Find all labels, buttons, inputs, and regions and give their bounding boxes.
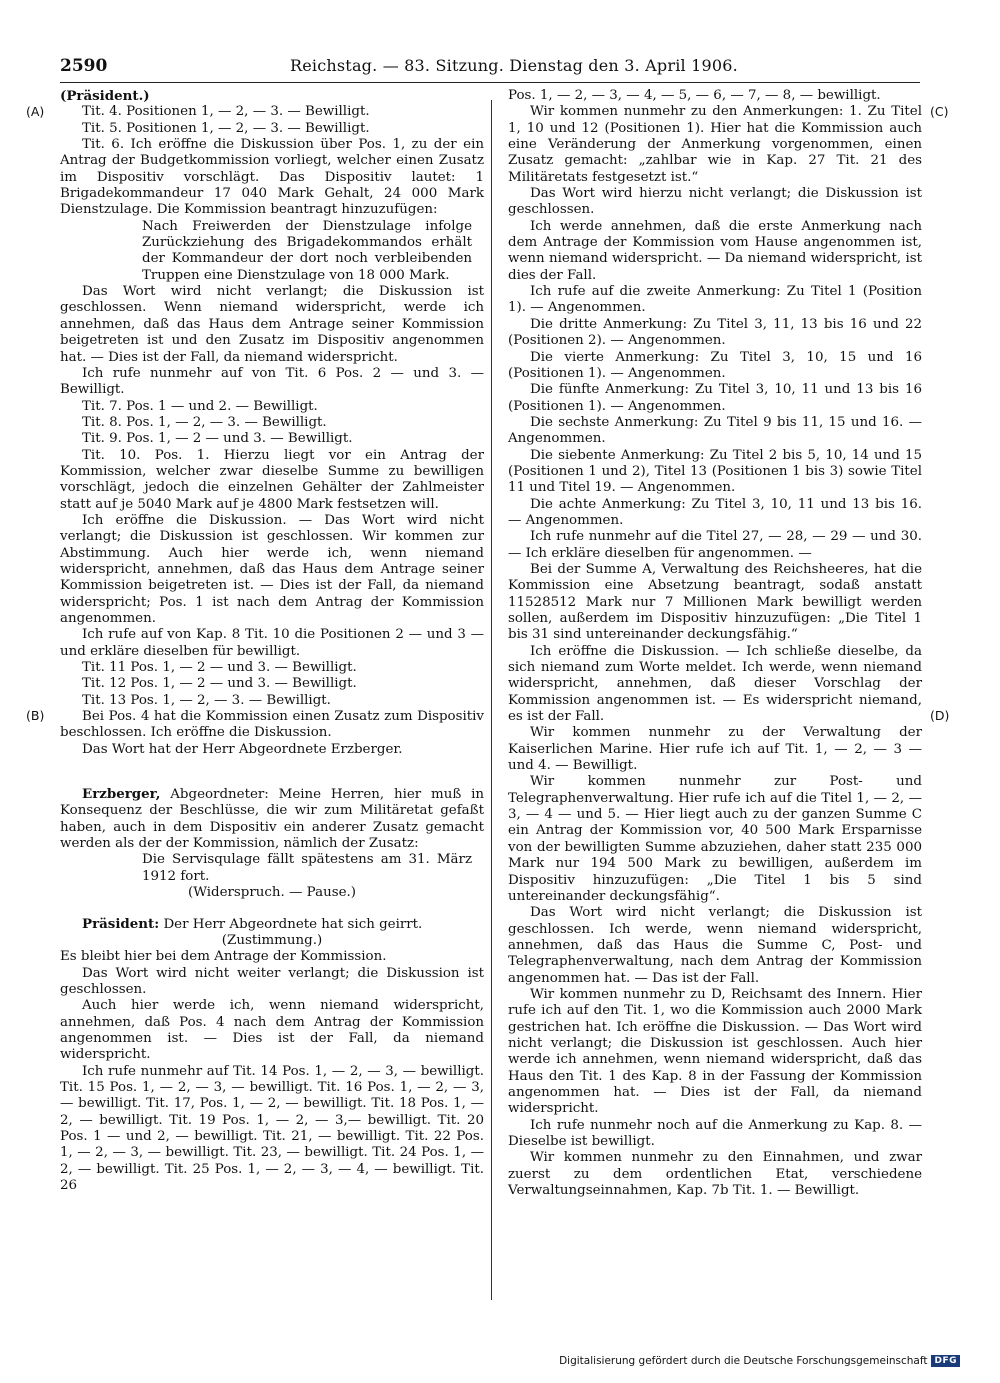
paragraph: Ich rufe auf von Kap. 8 Tit. 10 die Positionen 2 — und 3 — und erkläre dieselben für bewilligt. <box>60 627 484 659</box>
dfg-logo: DFG <box>931 1355 960 1367</box>
paragraph: Bei Pos. 4 hat die Kommission einen Zusatz zum Dispositiv beschlossen. Ich eröffne die Diskussion. <box>60 709 484 741</box>
paragraph: Ich rufe nunmehr auf von Tit. 6 Pos. 2 — und 3. — Bewilligt. <box>60 365 484 398</box>
speech-text: Abgeordneter: Meine Herren, hier muß in Konsequenz der Beschlüsse, die wir zum Militäretat gefaßt haben, auch in dem Dispositiv ein anderer Zusatz gemacht werden als der der Kommission, nämlich der Zusatz: <box>60 787 484 852</box>
speech-text: Der Herr Abgeordnete hat sich geirrt. <box>159 916 423 932</box>
digitization-credit <box>559 1355 960 1367</box>
paragraph: Das Wort wird nicht weiter verlangt; die Diskussion ist geschlossen. <box>60 965 484 997</box>
paragraph: Wir kommen nunmehr zu der Verwaltung der Kaiserlichen Marine. Hier rufe ich auf Tit. 1, — 2, — 3 — und 4. — Bewilligt. <box>508 725 922 774</box>
paragraph: Ich rufe nunmehr auf die Titel 27, — 28, — 29 — und 30. — Ich erkläre dieselben für angenommen. — <box>508 529 922 561</box>
paragraph: Tit. 13 Pos. 1, — 2, — 3. — Bewilligt. <box>82 692 331 708</box>
paragraph: Auch hier werde ich, wenn niemand widerspricht, annehmen, daß Pos. 4 nach dem Antrag der Kommission angenommen ist. — Dies ist der Fall, da niemand widerspricht. <box>60 998 484 1063</box>
paragraph: Tit. 11 Pos. 1, — 2 — und 3. — Bewilligt. <box>82 660 357 676</box>
paragraph: Tit. 6. Ich eröffne die Diskussion über Pos. 1, zu der ein Antrag der Budgetkommission vorliegt, welcher einen Zusatz im Dispositiv vorschlägt. Das Dispositiv lautet: 1 Brigadekommandeur 17 040 Mark Gehalt, 24 000 Mark Dienstzulage. Die Kommission beantragt hinzuzufügen: <box>60 137 484 218</box>
speaker-note: (Präsident.) <box>60 88 150 104</box>
paragraph: Tit. 9. Pos. 1, — 2 — und 3. — Bewilligt. <box>82 431 353 447</box>
paragraph: Das Wort hat der Herr Abgeordnete Erzberger. <box>82 741 403 757</box>
right-column <box>508 88 922 1199</box>
speaker-name: Erzberger, <box>82 786 161 803</box>
paragraph: Wir kommen nunmehr zu D, Reichsamt des Innern. Hier rufe ich auf den Tit. 1, wo die Kommission auch 2000 Mark gestrichen hat. Ich eröffne die Diskussion. — Das Wort wird nicht verlangt; die Diskussion ist geschlossen. Auch hier werde ich annehmen, wenn niemand widerspricht, daß das Haus den Tit. 1 des Kap. 8 in der Fassung der Kommission angenommen hat. — Dies ist der Fall, da niemand widerspricht. <box>508 986 922 1117</box>
paragraph: Tit. 7. Pos. 1 — und 2. — Bewilligt. <box>82 398 318 414</box>
quoted-amendment: Die Servisqulage fällt spätestens am 31. März 1912 fort. <box>142 852 472 884</box>
paragraph: Ich eröffne die Diskussion. — Das Wort wird nicht verlangt; die Diskussion ist geschlossen. Wir kommen zur Abstimmung. Auch hier werde ich, wenn niemand widerspricht, annehmen, daß das Haus dem Antrage seiner Kommission beigetreten ist. — Dies ist der Fall, da niemand widerspricht; Pos. 1 ist nach dem Antrag der Kommission angenommen. <box>60 512 484 626</box>
paragraph: Ich rufe auf die zweite Anmerkung: Zu Titel 1 (Position 1). — Angenommen. <box>508 284 922 316</box>
speech-paragraph <box>60 786 484 852</box>
paragraph: Ich werde annehmen, daß die erste Anmerkung nach dem Antrage der Kommission vom Hause angenommen ist, wenn niemand widerspricht. — Da niemand widerspricht, ist dies der Fall. <box>508 218 922 283</box>
running-title: Reichstag. — 83. Sitzung. Dienstag den 3. April 1906. <box>290 56 738 75</box>
paragraph: Das Wort wird nicht verlangt; die Diskussion ist geschlossen. Wenn niemand widerspricht, werde ich annehmen, daß das Haus dem Antrage seiner Kommission beigetreten ist und den Zusatz im Dispositiv angenommen hat. — Dies ist der Fall, da niemand widerspricht. <box>60 284 484 365</box>
left-column <box>60 88 484 1194</box>
margin-marker-b: (B) <box>26 708 45 723</box>
paragraph: Das Wort wird nicht verlangt; die Diskussion ist geschlossen. Ich werde, wenn niemand widerspricht, annehmen, daß das Haus die Summe C, Post- und Telegraphenverwaltung, nach dem Antrag der Kommission angenommen hat. — Das ist der Fall. <box>508 905 922 986</box>
speaker-name: Präsident: <box>82 915 160 932</box>
margin-marker-c: (C) <box>930 104 949 119</box>
paragraph: Wir kommen nunmehr zur Post- und Telegraphenverwaltung. Hier rufe ich auf die Titel 1, — 2, — 3, — 4 — und 5. — Hier liegt auch zu der ganzen Summe C ein Antrag der Kommission vor, 40 500 Mark Ersparnisse von der bewilligten Summe abzuziehen, daher statt 235 000 Mark nur 194 500 Mark zu bewilligen, außerdem im Dispositiv hinzuzufügen: „Die Titel 1 bis 5 sind untereinander deckungsfähig“. <box>508 774 922 904</box>
paragraph: Die fünfte Anmerkung: Zu Titel 3, 10, 11 und 13 bis 16 (Positionen 1). — Angenommen. <box>508 382 922 414</box>
paragraph: Das Wort wird hierzu nicht verlangt; die Diskussion ist geschlossen. <box>508 186 922 218</box>
paragraph: Die vierte Anmerkung: Zu Titel 3, 10, 15 und 16 (Positionen 1). — Angenommen. <box>508 349 922 381</box>
paragraph: Die achte Anmerkung: Zu Titel 3, 10, 11 und 13 bis 16. — Angenommen. <box>508 496 922 528</box>
paragraph: Wir kommen nunmehr zu den Anmerkungen: 1. Zu Titel 1, 10 und 12 (Positionen 1). Hier hat die Kommission auch eine Veränderung der Anmerkung vorgenommen, einen Zusatz gemacht: „zahlbar wie in Kap. 27 Tit. 21 des Militäretats festgesetzt ist.“ <box>508 104 922 185</box>
paragraph: Tit. 5. Positionen 1, — 2, — 3. — Bewilligt. <box>82 120 370 136</box>
stage-direction: (Widerspruch. — Pause.) <box>188 885 356 901</box>
paragraph: Wir kommen nunmehr zu den Einnahmen, und zwar zuerst zu dem ordentlichen Etat, verschiedene Verwaltungseinnahmen, Kap. 7b Tit. 1. — Bewilligt. <box>508 1150 922 1199</box>
paragraph: Pos. 1, — 2, — 3, — 4, — 5, — 6, — 7, — 8, — bewilligt. <box>508 88 881 103</box>
page-number: 2590 <box>60 56 108 76</box>
margin-marker-a: (A) <box>26 104 45 119</box>
paragraph: Ich eröffne die Diskussion. — Ich schließe dieselbe, da sich niemand zum Worte meldet. Ich werde, wenn niemand widerspricht, annehmen, daß dieser Vorschlag der Kommission angenommen ist. — Es widerspricht niemand, es ist der Fall. <box>508 643 922 725</box>
margin-marker-d: (D) <box>930 708 950 723</box>
quoted-amendment: Nach Freiwerden der Dienstzulage infolge Zurückziehung des Brigadekommandos erhält der Kommandeur der dort noch verbleibenden Truppen eine Dienstzulage von 18 000 Mark. <box>142 218 472 283</box>
paragraph: Bei der Summe A, Verwaltung des Reichsheeres, hat die Kommission eine Absetzung beantragt, sodaß anstatt 11528512 Mark nur 7 Millionen Mark bewilligt werden sollen, außerdem im Dispositiv hinzuzufügen: „Die Titel 1 bis 31 sind untereinander deckungsfähig.“ <box>508 561 922 643</box>
paragraph: Die siebente Anmerkung: Zu Titel 2 bis 5, 10, 14 und 15 (Positionen 1 und 2), Titel 13 (Positionen 1 bis 3) sowie Titel 11 und Titel 19. — Angenommen. <box>508 447 922 496</box>
paragraph: Tit. 10. Pos. 1. Hierzu liegt vor ein Antrag der Kommission, welcher zwar dieselbe Summe zu bewilligen vorschlägt, jedoch die einzelnen Gehälter der Zahlmeister statt auf je 5040 Mark auf je 4800 Mark festsetzen will. <box>60 447 484 512</box>
paragraph: Die dritte Anmerkung: Zu Titel 3, 11, 13 bis 16 und 22 (Positionen 2). — Angenommen. <box>508 316 922 349</box>
paragraph: Tit. 12 Pos. 1, — 2 — und 3. — Bewilligt. <box>82 676 357 692</box>
paragraph: Ich rufe nunmehr noch auf die Anmerkung zu Kap. 8. — Dieselbe ist bewilligt. <box>508 1117 922 1149</box>
paragraph: Ich rufe nunmehr auf Tit. 14 Pos. 1, — 2, — 3, — bewilligt. Tit. 15 Pos. 1, — 2, — 3, — bewilligt. Tit. 16 Pos. 1, — 2, — 3, — bewilligt. Tit. 17, Pos. 1, — 2, — bewilligt. Tit. 18 Pos. 1, — 2, — bewilligt. Tit. 19 Pos. 1, — 2, — 3,— bewilligt. Tit. 20 Pos. 1 — und 2, — bewilligt. Tit. 21, — bewilligt. Tit. 22 Pos. 1, — 2, — 3, — bewilligt. Tit. 23, — bewilligt. Tit. 24 Pos. 1, — 2, — bewilligt. Tit. 25 Pos. 1, — 2, — 3, — 4, — bewilligt. Tit. 26 <box>60 1063 484 1193</box>
stage-direction: (Zustimmung.) <box>221 932 323 948</box>
paragraph: Es bleibt hier bei dem Antrage der Kommission. <box>60 949 387 965</box>
speech-paragraph <box>60 916 484 933</box>
page-header <box>60 56 920 83</box>
column-divider <box>491 100 492 1300</box>
paragraph: Tit. 4. Positionen 1, — 2, — 3. — Bewilligt. <box>82 104 370 120</box>
paragraph: Tit. 8. Pos. 1, — 2, — 3. — Bewilligt. <box>82 414 327 430</box>
credit-text: Digitalisierung gefördert durch die Deutsche Forschungsgemeinschaft <box>559 1355 928 1367</box>
paragraph: Die sechste Anmerkung: Zu Titel 9 bis 11, 15 und 16. — Angenommen. <box>508 414 922 447</box>
